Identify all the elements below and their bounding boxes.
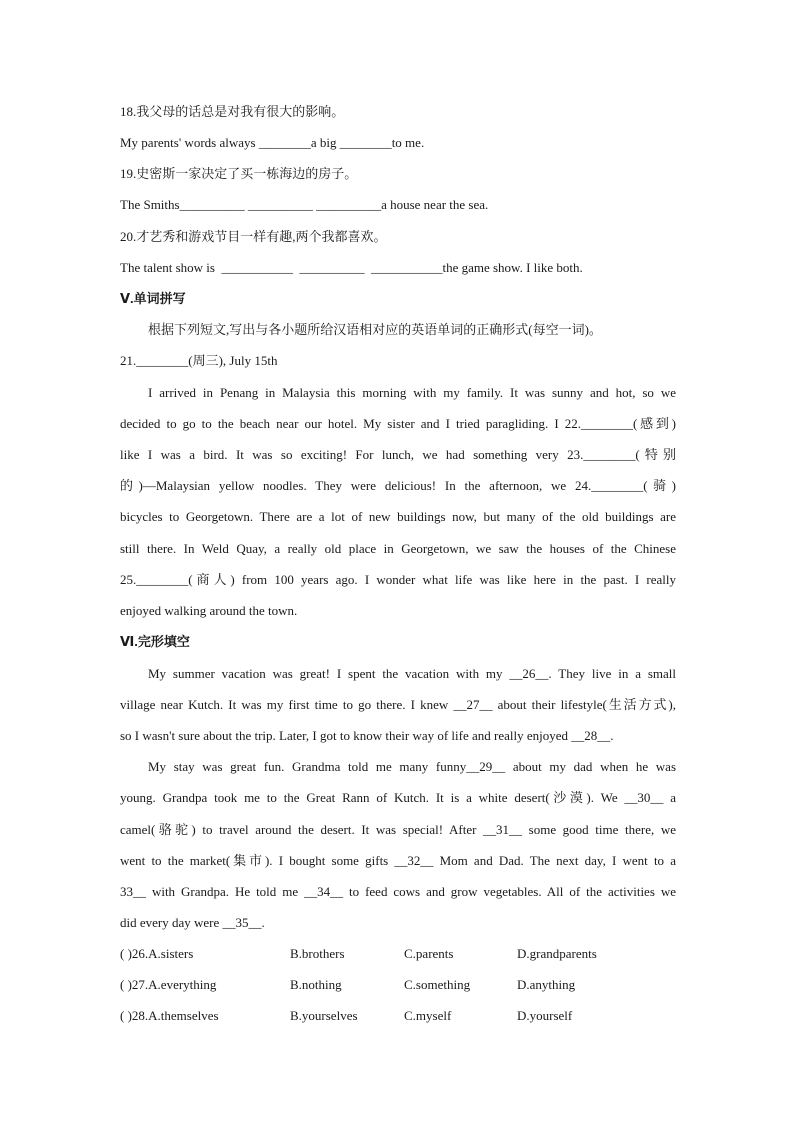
passage-line: still there. In Weld Quay, a really old place in Georgetown, we saw the houses of the Chinese bbox=[120, 541, 676, 556]
option-c: C.something bbox=[404, 977, 471, 992]
cloze-line: went to the market(集市). I bought some gifts __32__ Mom and Dad. The next day, I went to a bbox=[120, 853, 676, 868]
option-b: B.yourselves bbox=[290, 1008, 358, 1023]
cloze-line: My stay was great fun. Grandma told me many funny__29__ about my dad when he was bbox=[148, 759, 676, 774]
passage-line: enjoyed walking around the town. bbox=[120, 603, 298, 618]
section-5-instruction: 根据下列短文,写出与各小题所给汉语相对应的英语单词的正确形式(每空一词)。 bbox=[148, 322, 602, 337]
passage-line: I arrived in Penang in Malaysia this morning with my family. It was sunny and hot, so we bbox=[148, 385, 676, 400]
question-18-chinese: 18.我父母的话总是对我有很大的影响。 bbox=[120, 104, 345, 119]
cloze-line: village near Kutch. It was my first time to go there. I knew __27__ about their lifestyle(生活方式), bbox=[120, 697, 676, 712]
cloze-line: did every day were __35__. bbox=[120, 915, 265, 930]
question-18-english: My parents' words always ________a big ________to me. bbox=[120, 135, 425, 150]
option-d: D.grandparents bbox=[517, 946, 597, 961]
option-question-28: ( )28.A.themselves bbox=[120, 1008, 219, 1023]
option-d: D.yourself bbox=[517, 1008, 573, 1023]
option-d: D.anything bbox=[517, 977, 576, 992]
passage-line: bicycles to Georgetown. There are a lot of new buildings now, but many of the old buildings are bbox=[120, 509, 676, 524]
diary-date-line: 21.________(周三), July 15th bbox=[120, 353, 278, 368]
option-question-26: ( )26.A.sisters bbox=[120, 946, 194, 961]
question-19-chinese: 19.史密斯一家决定了买一栋海边的房子。 bbox=[120, 166, 358, 181]
question-19-english: The Smiths__________ __________ __________a house near the sea. bbox=[120, 197, 489, 212]
question-20-chinese: 20.才艺秀和游戏节目一样有趣,两个我都喜欢。 bbox=[120, 229, 387, 244]
option-c: C.myself bbox=[404, 1008, 452, 1023]
passage-line: decided to go to the beach near our hotel. My sister and I tried paragliding. I 22.________(感到) bbox=[120, 416, 676, 431]
cloze-line: camel(骆驼) to travel around the desert. It was special! After __31__ some good time there, we bbox=[120, 822, 676, 837]
passage-line: like I was a bird. It was so exciting! For lunch, we had something very 23.________(特别 bbox=[120, 447, 676, 462]
option-c: C.parents bbox=[404, 946, 454, 961]
passage-line: 25.________(商人) from 100 years ago. I wonder what life was like here in the past. I really bbox=[120, 572, 676, 587]
option-b: B.brothers bbox=[290, 946, 345, 961]
cloze-line: 33__ with Grandpa. He told me __34__ to feed cows and grow vegetables. All of the activities we bbox=[120, 884, 676, 899]
question-20-english: The talent show is ___________ __________ ___________the game show. I like both. bbox=[120, 260, 583, 275]
passage-line: 的)—Malaysian yellow noodles. They were delicious! In the afternoon, we 24.________(骑) bbox=[120, 478, 676, 493]
section-5-heading: Ⅴ.单词拼写 bbox=[120, 291, 186, 306]
option-b: B.nothing bbox=[290, 977, 342, 992]
cloze-line: young. Grandpa took me to the Great Rann of Kutch. It is a white desert(沙漠). We __30__ a bbox=[120, 790, 676, 805]
section-6-heading: Ⅵ.完形填空 bbox=[120, 634, 190, 649]
option-question-27: ( )27.A.everything bbox=[120, 977, 217, 992]
cloze-line: so I wasn't sure about the trip. Later, I got to know their way of life and really enjoyed __28__. bbox=[120, 728, 614, 743]
cloze-line: My summer vacation was great! I spent the vacation with my __26__. They live in a small bbox=[148, 666, 676, 681]
